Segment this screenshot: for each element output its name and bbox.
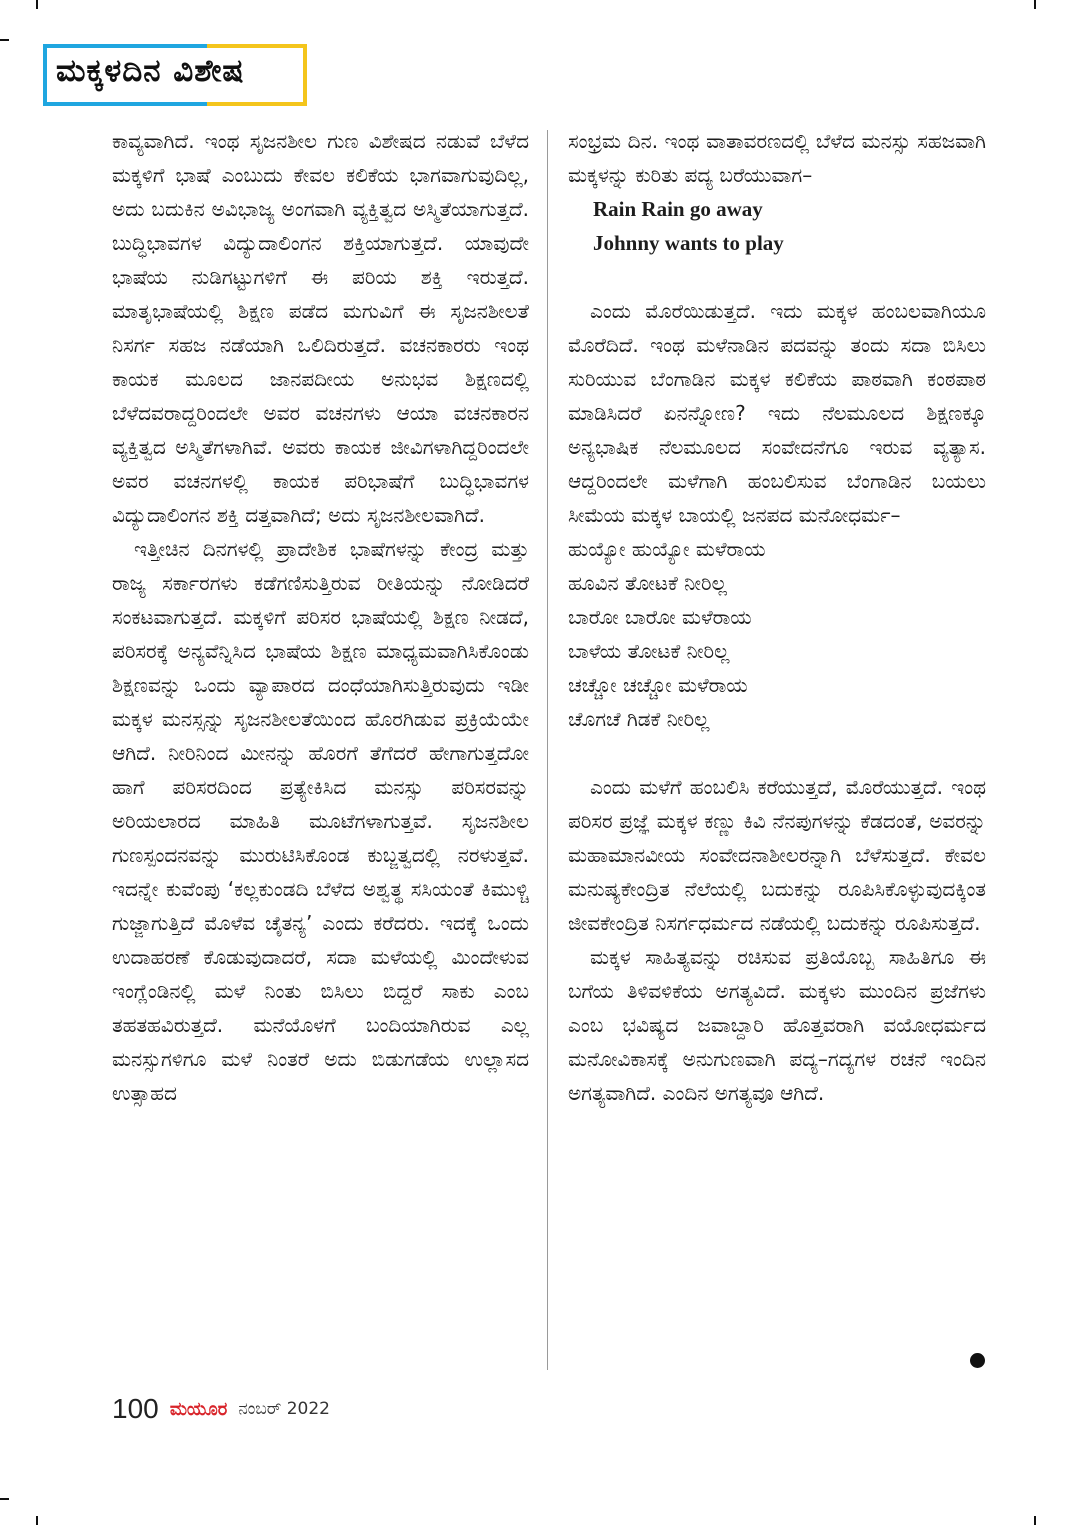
kannada-verse: [568, 532, 986, 736]
article-paragraph: ಎಂದು ಮೊರೆಯಿಡುತ್ತದೆ. ಇದು ಮಕ್ಕಳ ಹಂಬಲವಾಗಿಯೂ ಮೊರೆದಿದೆ. ಇಂಥ ಮಳೆನಾಡಿನ ಪದವನ್ನು ತಂದು ಸದಾ ಬಿಸಿಲು ಸುರಿಯುವ ಬೆಂಗಾಡಿನ ಮಕ್ಕಳ ಕಲಿಕೆಯ ಪಾಠವಾಗಿ ಕಂಠಪಾಠ ಮಾಡಿಸಿದರೆ ಏನನ್ನೋಣ? ಇದು ನೆಲಮೂಲದ ಶಿಕ್ಷಣಕ್ಕೂ ಅನ್ಯಭಾಷಿಕ ನೆಲಮೂಲದ ಸಂವೇದನೆಗೂ ಇರುವ ವ್ಯತ್ಯಾಸ. ಆದ್ದರಿಂದಲೇ ಮಳೆಗಾಗಿ ಹಂಬಲಿಸುವ ಬೆಂಗಾಡಿನ ಬಯಲು ಸೀಮೆಯ ಮಕ್ಕಳ ಬಾಯಲ್ಲಿ ಜನಪದ ಮನೋಧರ್ಮ–: [568, 299, 986, 527]
verse-line: ಬಾಳೆಯ ತೋಟಕೆ ನೀರಿಲ್ಲ: [568, 639, 730, 663]
article-paragraph: ಎಂದು ಮಳೆಗೆ ಹಂಬಲಿಸಿ ಕರೆಯುತ್ತದೆ, ಮೊರೆಯುತ್ತದೆ. ಇಂಥ ಪರಿಸರ ಪ್ರಜ್ಞೆ ಮಕ್ಕಳ ಕಣ್ಣು ಕಿವಿ ನೆನಪುಗಳನ್ನು ಕೆಡದಂತೆ, ಅವರನ್ನು ಮಹಾಮಾನವೀಯ ಸಂವೇದನಾಶೀಲರನ್ನಾಗಿ ಬೆಳೆಸುತ್ತದೆ. ಕೇವಲ ಮನುಷ್ಯಕೇಂದ್ರಿತ ನೆಲೆಯಲ್ಲಿ ಬದುಕನ್ನು ರೂಪಿಸಿಕೊಳ್ಳುವುದಕ್ಕಿಂತ ಜೀವಕೇಂದ್ರಿತ ನಿಸರ್ಗಧರ್ಮದ ನಡೆಯಲ್ಲಿ ಬದುಕನ್ನು ರೂಪಿಸುತ್ತದೆ.: [568, 775, 986, 935]
crop-mark: [36, 1516, 38, 1525]
column-divider: [547, 130, 548, 1370]
crop-mark: [1034, 0, 1036, 9]
magazine-name: ಮಯೂರ: [169, 1398, 228, 1420]
verse-line: Rain Rain go away: [593, 197, 763, 221]
verse-line: ಚಚ್ಚೋ ಚಚ್ಚೋ ಮಳೆರಾಯ: [568, 673, 748, 697]
crop-mark: [36, 0, 38, 9]
verse-line: ಚೊಗಚೆ ಗಿಡಕೆ ನೀರಿಲ್ಲ: [568, 707, 710, 731]
article-paragraph: ಮಕ್ಕಳ ಸಾಹಿತ್ಯವನ್ನು ರಚಿಸುವ ಪ್ರತಿಯೊಬ್ಬ ಸಾಹಿತಿಗೂ ಈ ಬಗೆಯ ತಿಳಿವಳಿಕೆಯ ಅಗತ್ಯವಿದೆ. ಮಕ್ಕಳು ಮುಂದಿನ ಪ್ರಜೆಗಳು ಎಂಬ ಭವಿಷ್ಯದ ಜವಾಬ್ದಾರಿ ಹೊತ್ತವರಾಗಿ ವಯೋಧರ್ಮದ ಮನೋವಿಕಾಸಕ್ಕೆ ಅನುಗುಣವಾಗಿ ಪದ್ಯ–ಗದ್ಯಗಳ ರಚನೆ ಇಂದಿನ ಅಗತ್ಯವಾಗಿದೆ. ಎಂದಿನ ಅಗತ್ಯವೂ ಆಗಿದೆ.: [568, 945, 986, 1105]
right-column: [568, 124, 986, 1110]
left-column: [112, 124, 529, 1110]
article-paragraph: ಸಂಭ್ರಮ ದಿನ. ಇಂಥ ವಾತಾವರಣದಲ್ಲಿ ಬೆಳೆದ ಮನಸ್ಸು ಸಹಜವಾಗಿ ಮಕ್ಕಳನ್ನು ಕುರಿತು ಪದ್ಯ ಬರೆಯುವಾಗ–: [568, 129, 986, 187]
article-paragraph: ಕಾವ್ಯವಾಗಿದೆ. ಇಂಥ ಸೃಜನಶೀಲ ಗುಣ ವಿಶೇಷದ ನಡುವೆ ಬೆಳೆದ ಮಕ್ಕಳಿಗೆ ಭಾಷೆ ಎಂಬುದು ಕೇವಲ ಕಲಿಕೆಯ ಭಾಗವಾಗುವುದಿಲ್ಲ, ಅದು ಬದುಕಿನ ಅವಿಭಾಜ್ಯ ಅಂಗವಾಗಿ ವ್ಯಕ್ತಿತ್ವದ ಅಸ್ಮಿತೆಯಾಗುತ್ತದೆ. ಬುದ್ಧಿಭಾವಗಳ ವಿದ್ಯುದಾಲಿಂಗನ ಶಕ್ತಿಯಾಗುತ್ತದೆ. ಯಾವುದೇ ಭಾಷೆಯ ನುಡಿಗಟ್ಟುಗಳಿಗೆ ಈ ಪರಿಯ ಶಕ್ತಿ ಇರುತ್ತದೆ. ಮಾತೃಭಾಷೆಯಲ್ಲಿ ಶಿಕ್ಷಣ ಪಡೆದ ಮಗುವಿಗೆ ಈ ಸೃಜನಶೀಲತೆ ನಿಸರ್ಗ ಸಹಜ ನಡೆಯಾಗಿ ಒಲಿದಿರುತ್ತದೆ. ವಚನಕಾರರು ಇಂಥ ಕಾಯಕ ಮೂಲದ ಜಾನಪದೀಯ ಅನುಭವ ಶಿಕ್ಷಣದಲ್ಲಿ ಬೆಳೆದವರಾದ್ದರಿಂದಲೇ ಅವರ ವಚನಗಳು ಆಯಾ ವಚನಕಾರನ ವ್ಯಕ್ತಿತ್ವದ ಅಸ್ಮಿತೆಗಳಾಗಿವೆ. ಅವರು ಕಾಯಕ ಜೀವಿಗಳಾಗಿದ್ದರಿಂದಲೇ ಅವರ ವಚನಗಳಲ್ಲಿ ಕಾಯಕ ಪರಿಭಾಷೆಗೆ ಬುದ್ಧಿಭಾವಗಳ ವಿದ್ಯುದಾಲಿಂಗನ ಶಕ್ತಿ ದತ್ತವಾಗಿದೆ; ಅದು ಸೃಜನಶೀಲವಾಗಿದೆ.: [112, 129, 529, 527]
issue-label: ನಂಬರ್ 2022: [238, 1399, 330, 1419]
page-number: 100: [112, 1393, 159, 1424]
verse-line: ಹೂವಿನ ತೋಟಕೆ ನೀರಿಲ್ಲ: [568, 571, 727, 595]
section-title: ಮಕ್ಕಳದಿನ ವಿಶೇಷ: [56, 53, 245, 89]
article-paragraph: ಇತ್ತೀಚಿನ ದಿನಗಳಲ್ಲಿ ಪ್ರಾದೇಶಿಕ ಭಾಷೆಗಳನ್ನು ಕೇಂದ್ರ ಮತ್ತು ರಾಜ್ಯ ಸರ್ಕಾರಗಳು ಕಡೆಗಣಿಸುತ್ತಿರುವ ರೀತಿಯನ್ನು ನೋಡಿದರೆ ಸಂಕಟವಾಗುತ್ತದೆ. ಮಕ್ಕಳಿಗೆ ಪರಿಸರ ಭಾಷೆಯಲ್ಲಿ ಶಿಕ್ಷಣ ನೀಡದೆ, ಪರಿಸರಕ್ಕೆ ಅನ್ಯವೆನ್ನಿಸಿದ ಭಾಷೆಯ ಶಿಕ್ಷಣ ಮಾಧ್ಯಮವಾಗಿಸಿಕೊಂಡು ಶಿಕ್ಷಣವನ್ನು ಒಂದು ವ್ಯಾಪಾರದ ದಂಧೆಯಾಗಿಸುತ್ತಿರುವುದು ಇಡೀ ಮಕ್ಕಳ ಮನಸ್ಸನ್ನು ಸೃಜನಶೀಲತೆಯಿಂದ ಹೊರಗಿಡುವ ಪ್ರಕ್ರಿಯೆಯೇ ಆಗಿದೆ. ನೀರಿನಿಂದ ಮೀನನ್ನು ಹೊರಗೆ ತೆಗೆದರೆ ಹೇಗಾಗುತ್ತದೋ ಹಾಗೆ ಪರಿಸರದಿಂದ ಪ್ರತ್ಯೇಕಿಸಿದ ಮನಸ್ಸು ಪರಿಸರವನ್ನು ಅರಿಯಲಾರದ ಮಾಹಿತಿ ಮೂಟೆಗಳಾಗುತ್ತವೆ. ಸೃಜನಶೀಲ ಗುಣಸ್ಪಂದನವನ್ನು ಮುರುಟಿಸಿಕೊಂಡ ಕುಬ್ಜತ್ವದಲ್ಲಿ ನರಳುತ್ತವೆ. ಇದನ್ನೇ ಕುವೆಂಪು ‘ಕಲ್ಲಕುಂಡದಿ ಬೆಳೆದ ಅಶ್ವತ್ಥ ಸಸಿಯಂತೆ ಕಿಮುಳ್ಚಿ ಗುಜ್ಜಾಗುತ್ತಿದೆ ಮೊಳೆವ ಚೈತನ್ಯ’ ಎಂದು ಕರೆದರು. ಇದಕ್ಕೆ ಒಂದು ಉದಾಹರಣೆ ಕೊಡುವುದಾದರೆ, ಸದಾ ಮಳೆಯಲ್ಲಿ ಮಿಂದೇಳುವ ಇಂಗ್ಲೆಂಡಿನಲ್ಲಿ ಮಳೆ ನಿಂತು ಬಿಸಿಲು ಬಿದ್ದರೆ ಸಾಕು ಎಂಬ ತಹತಹವಿರುತ್ತದೆ. ಮನೆಯೊಳಗೆ ಬಂದಿಯಾಗಿರುವ ಎಲ್ಲ ಮನಸ್ಸುಗಳಿಗೂ ಮಳೆ ನಿಂತರೆ ಅದು ಬಿಡುಗಡೆಯ ಉಲ್ಲಾಸದ ಉತ್ಸಾಹದ: [112, 537, 529, 1105]
english-verse: [568, 192, 986, 260]
end-of-article-dot: [970, 1353, 985, 1368]
verse-line: ಬಾರೋ ಬಾರೋ ಮಳೆರಾಯ: [568, 605, 752, 629]
crop-mark: [1034, 1516, 1036, 1525]
verse-line: ಹುಯ್ಯೋ ಹುಯ್ಯೋ ಮಳೆರಾಯ: [568, 537, 766, 561]
verse-line: Johnny wants to play: [593, 231, 784, 255]
crop-mark: [0, 39, 9, 41]
crop-mark: [0, 1498, 9, 1500]
page-footer: [112, 1393, 330, 1425]
